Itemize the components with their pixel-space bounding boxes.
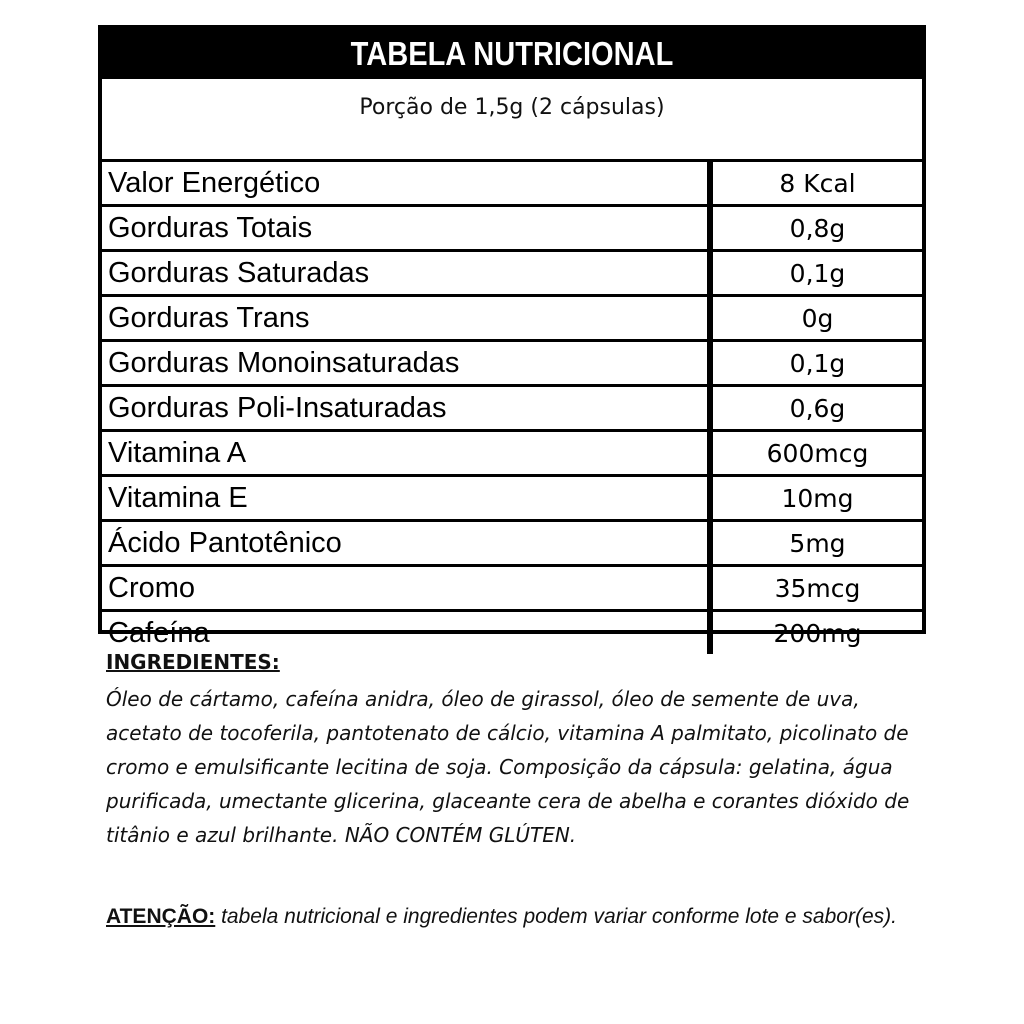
table-row (102, 519, 922, 564)
table-row (102, 474, 922, 519)
nutrient-label: Gorduras Saturadas (108, 256, 370, 289)
nutrient-label: Cafeína (108, 616, 210, 649)
nutrient-label: Gorduras Totais (108, 211, 313, 244)
nutrition-table (98, 25, 926, 649)
table-row (102, 429, 922, 474)
nutrient-label: Vitamina A (108, 436, 247, 469)
nutrient-value: 0,6g (789, 393, 846, 423)
table-row (102, 564, 922, 609)
nutrient-value: 0g (801, 303, 834, 333)
portion-text: Porção de 1,5g (2 cápsulas) (359, 95, 665, 120)
portion-row (102, 79, 922, 162)
nutrient-rows (102, 162, 922, 654)
table-row (102, 384, 922, 429)
table-row (102, 609, 922, 654)
attention-note (106, 902, 906, 932)
nutrient-label: Gorduras Trans (108, 301, 310, 334)
table-row (102, 294, 922, 339)
table-title: TABELA NUTRICIONAL (151, 29, 873, 79)
nutrient-label: Ácido Pantotênico (108, 526, 342, 559)
nutrient-value: 5mg (789, 528, 846, 558)
nutrient-value: 10mg (781, 483, 854, 513)
nutrient-value: 35mcg (774, 573, 861, 603)
nutrient-value: 600mcg (766, 438, 869, 468)
nutrient-label: Valor Energético (108, 166, 321, 199)
table-row (102, 339, 922, 384)
nutrient-label: Vitamina E (108, 481, 248, 514)
nutrient-label: Gorduras Poli-Insaturadas (108, 391, 447, 424)
nutrient-value: 0,1g (789, 348, 846, 378)
table-row (102, 249, 922, 294)
nutrient-value: 0,8g (789, 213, 846, 243)
nutrient-value: 8 Kcal (779, 168, 856, 198)
nutrient-label: Cromo (108, 571, 196, 604)
nutrient-value: 200mg (773, 618, 862, 648)
ingredients-section (106, 650, 926, 852)
nutrient-label: Gorduras Monoinsaturadas (108, 346, 460, 379)
table-row (102, 204, 922, 249)
attention-text: tabela nutricional e ingredientes podem variar conforme lote e sabor(es). (215, 905, 897, 928)
attention-label: ATENÇÃO: (106, 905, 216, 928)
nutrient-value: 0,1g (789, 258, 846, 288)
ingredients-text: Óleo de cártamo, cafeína anidra, óleo de girassol, óleo de semente de uva, acetato de tocoferila, pantotenato de cálcio, vitamina A palmitato, picolinato de cromo e emulsificante lecitina de soja. Composição da cápsula: gelatina, água purificada, umectante glicerina, glaceante cera de abelha e corantes dióxido de titânio e azul brilhante. NÃO CONTÉM GLÚTEN. (106, 687, 910, 847)
ingredients-heading: INGREDIENTES: (106, 650, 280, 674)
table-row (102, 162, 922, 204)
